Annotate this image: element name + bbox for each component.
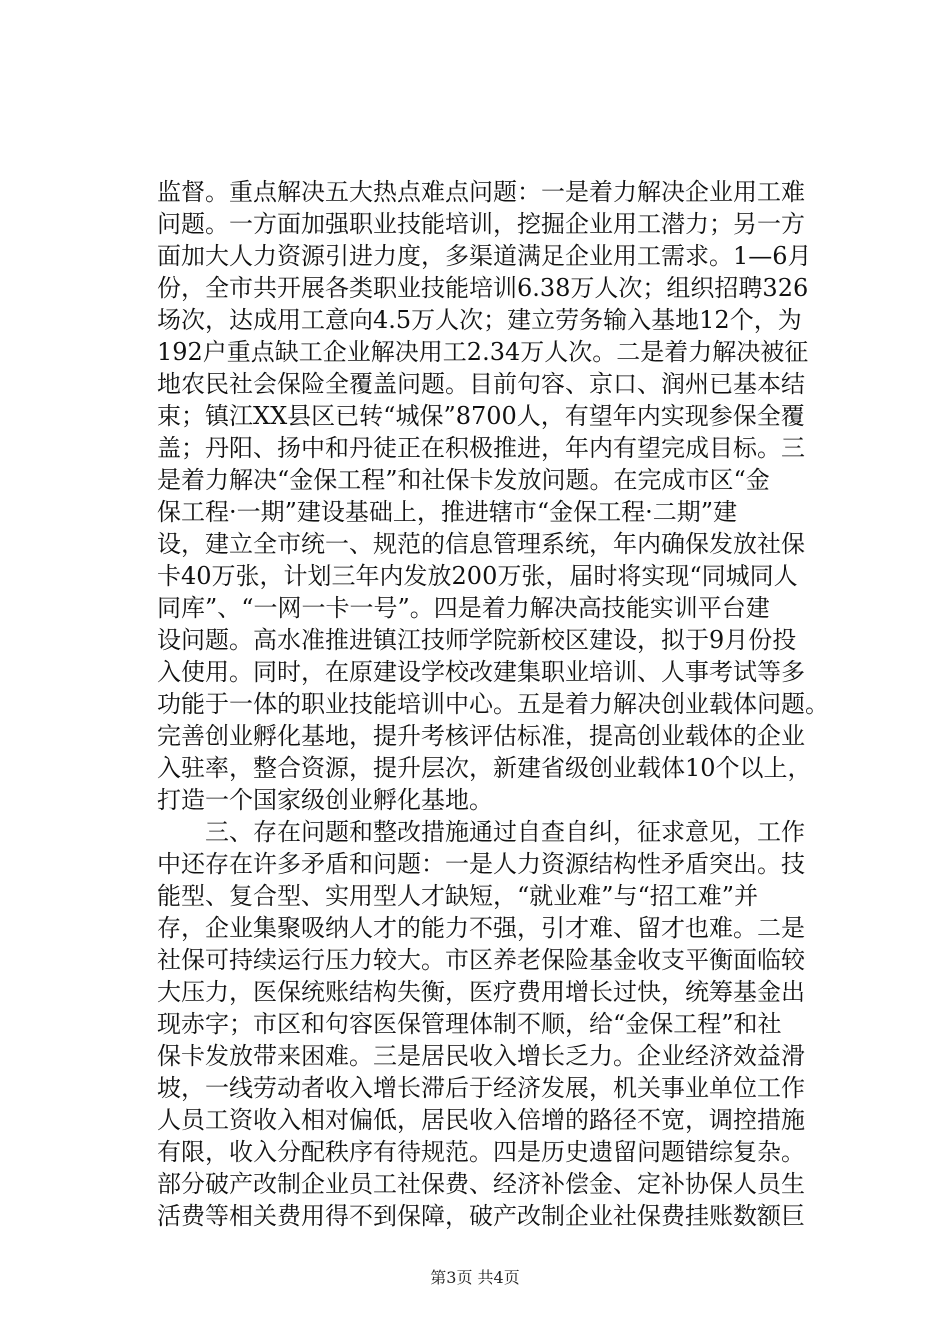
text-line: 部分破产改制企业员工社保费、经济补偿金、定补协保人员生: [157, 1170, 805, 1198]
page-footer: [0, 1268, 950, 1288]
text-line: 入驻率，整合资源，提升层次，新建省级创业载体10个以上，: [157, 754, 812, 782]
text-line: 保卡发放带来困难。三是居民收入增长乏力。企业经济效益滑: [157, 1042, 805, 1070]
text-line: 面加大人力资源引进力度，多渠道满足企业用工需求。1—6月: [157, 242, 812, 270]
text-line: 能型、复合型、实用型人才缺短，“就业难”与“招工难”并: [157, 882, 759, 910]
text-line: 份，全市共开展各类职业技能培训6.38万人次；组织招聘326: [157, 274, 809, 302]
text-line: 活费等相关费用得不到保障，破产改制企业社保费挂账数额巨: [157, 1202, 805, 1230]
text-line: 中还存在许多矛盾和问题：一是人力资源结构性矛盾突出。技: [157, 850, 805, 878]
text-line: 大压力，医保统账结构失衡，医疗费用增长过快，统筹基金出: [157, 978, 805, 1006]
text-line: 地农民社会保险全覆盖问题。目前句容、京口、润州已基本结: [157, 370, 805, 398]
text-line: 存，企业集聚吸纳人才的能力不强，引才难、留才也难。二是: [157, 914, 805, 942]
text-line: 保工程·一期”建设基础上，推进辖市“金保工程·二期”建: [157, 498, 738, 526]
text-line: 设，建立全市统一、规范的信息管理系统，年内确保发放社保: [157, 530, 805, 558]
text-line: 三、存在问题和整改措施通过自查自纠，征求意见，工作: [157, 818, 805, 846]
text-line: 同库”、“一网一卡一号”。四是着力解决高技能实训平台建: [157, 594, 770, 622]
page-number: 第3页 共4页: [430, 1268, 520, 1287]
text-line: 卡40万张，计划三年内发放200万张，届时将实现“同城同人: [157, 562, 798, 590]
text-line: 现赤字；市区和句容医保管理体制不顺，给“金保工程”和社: [157, 1010, 782, 1038]
body-text: [157, 176, 877, 1232]
text-line: 功能于一体的职业技能培训中心。五是着力解决创业载体问题。: [157, 690, 829, 718]
text-line: 打造一个国家级创业孵化基地。: [157, 786, 493, 814]
text-line: 是着力解决“金保工程”和社保卡发放问题。在完成市区“金: [157, 466, 770, 494]
text-line: 192户重点缺工企业解决用工2.34万人次。二是着力解决被征: [157, 338, 809, 366]
text-line: 人员工资收入相对偏低，居民收入倍增的路径不宽，调控措施: [157, 1106, 805, 1134]
text-line: 完善创业孵化基地，提升考核评估标准，提高创业载体的企业: [157, 722, 805, 750]
text-line: 场次，达成用工意向4.5万人次；建立劳务输入基地12个，为: [157, 306, 802, 334]
text-line: 坡，一线劳动者收入增长滞后于经济发展，机关事业单位工作: [157, 1074, 805, 1102]
text-line: 束；镇江XX县区已转“城保”8700人，有望年内实现参保全覆: [157, 402, 805, 430]
text-line: 盖；丹阳、扬中和丹徒正在积极推进，年内有望完成目标。三: [157, 434, 805, 462]
text-line: 有限，收入分配秩序有待规范。四是历史遗留问题错综复杂。: [157, 1138, 805, 1166]
text-line: 监督。重点解决五大热点难点问题：一是着力解决企业用工难: [157, 178, 805, 206]
text-line: 设问题。高水准推进镇江技师学院新校区建设，拟于9月份投: [157, 626, 797, 654]
text-line: 社保可持续运行压力较大。市区养老保险基金收支平衡面临较: [157, 946, 805, 974]
text-line: 入使用。同时，在原建设学校改建集职业培训、人事考试等多: [157, 658, 805, 686]
text-line: 问题。一方面加强职业技能培训，挖掘企业用工潜力；另一方: [157, 210, 805, 238]
